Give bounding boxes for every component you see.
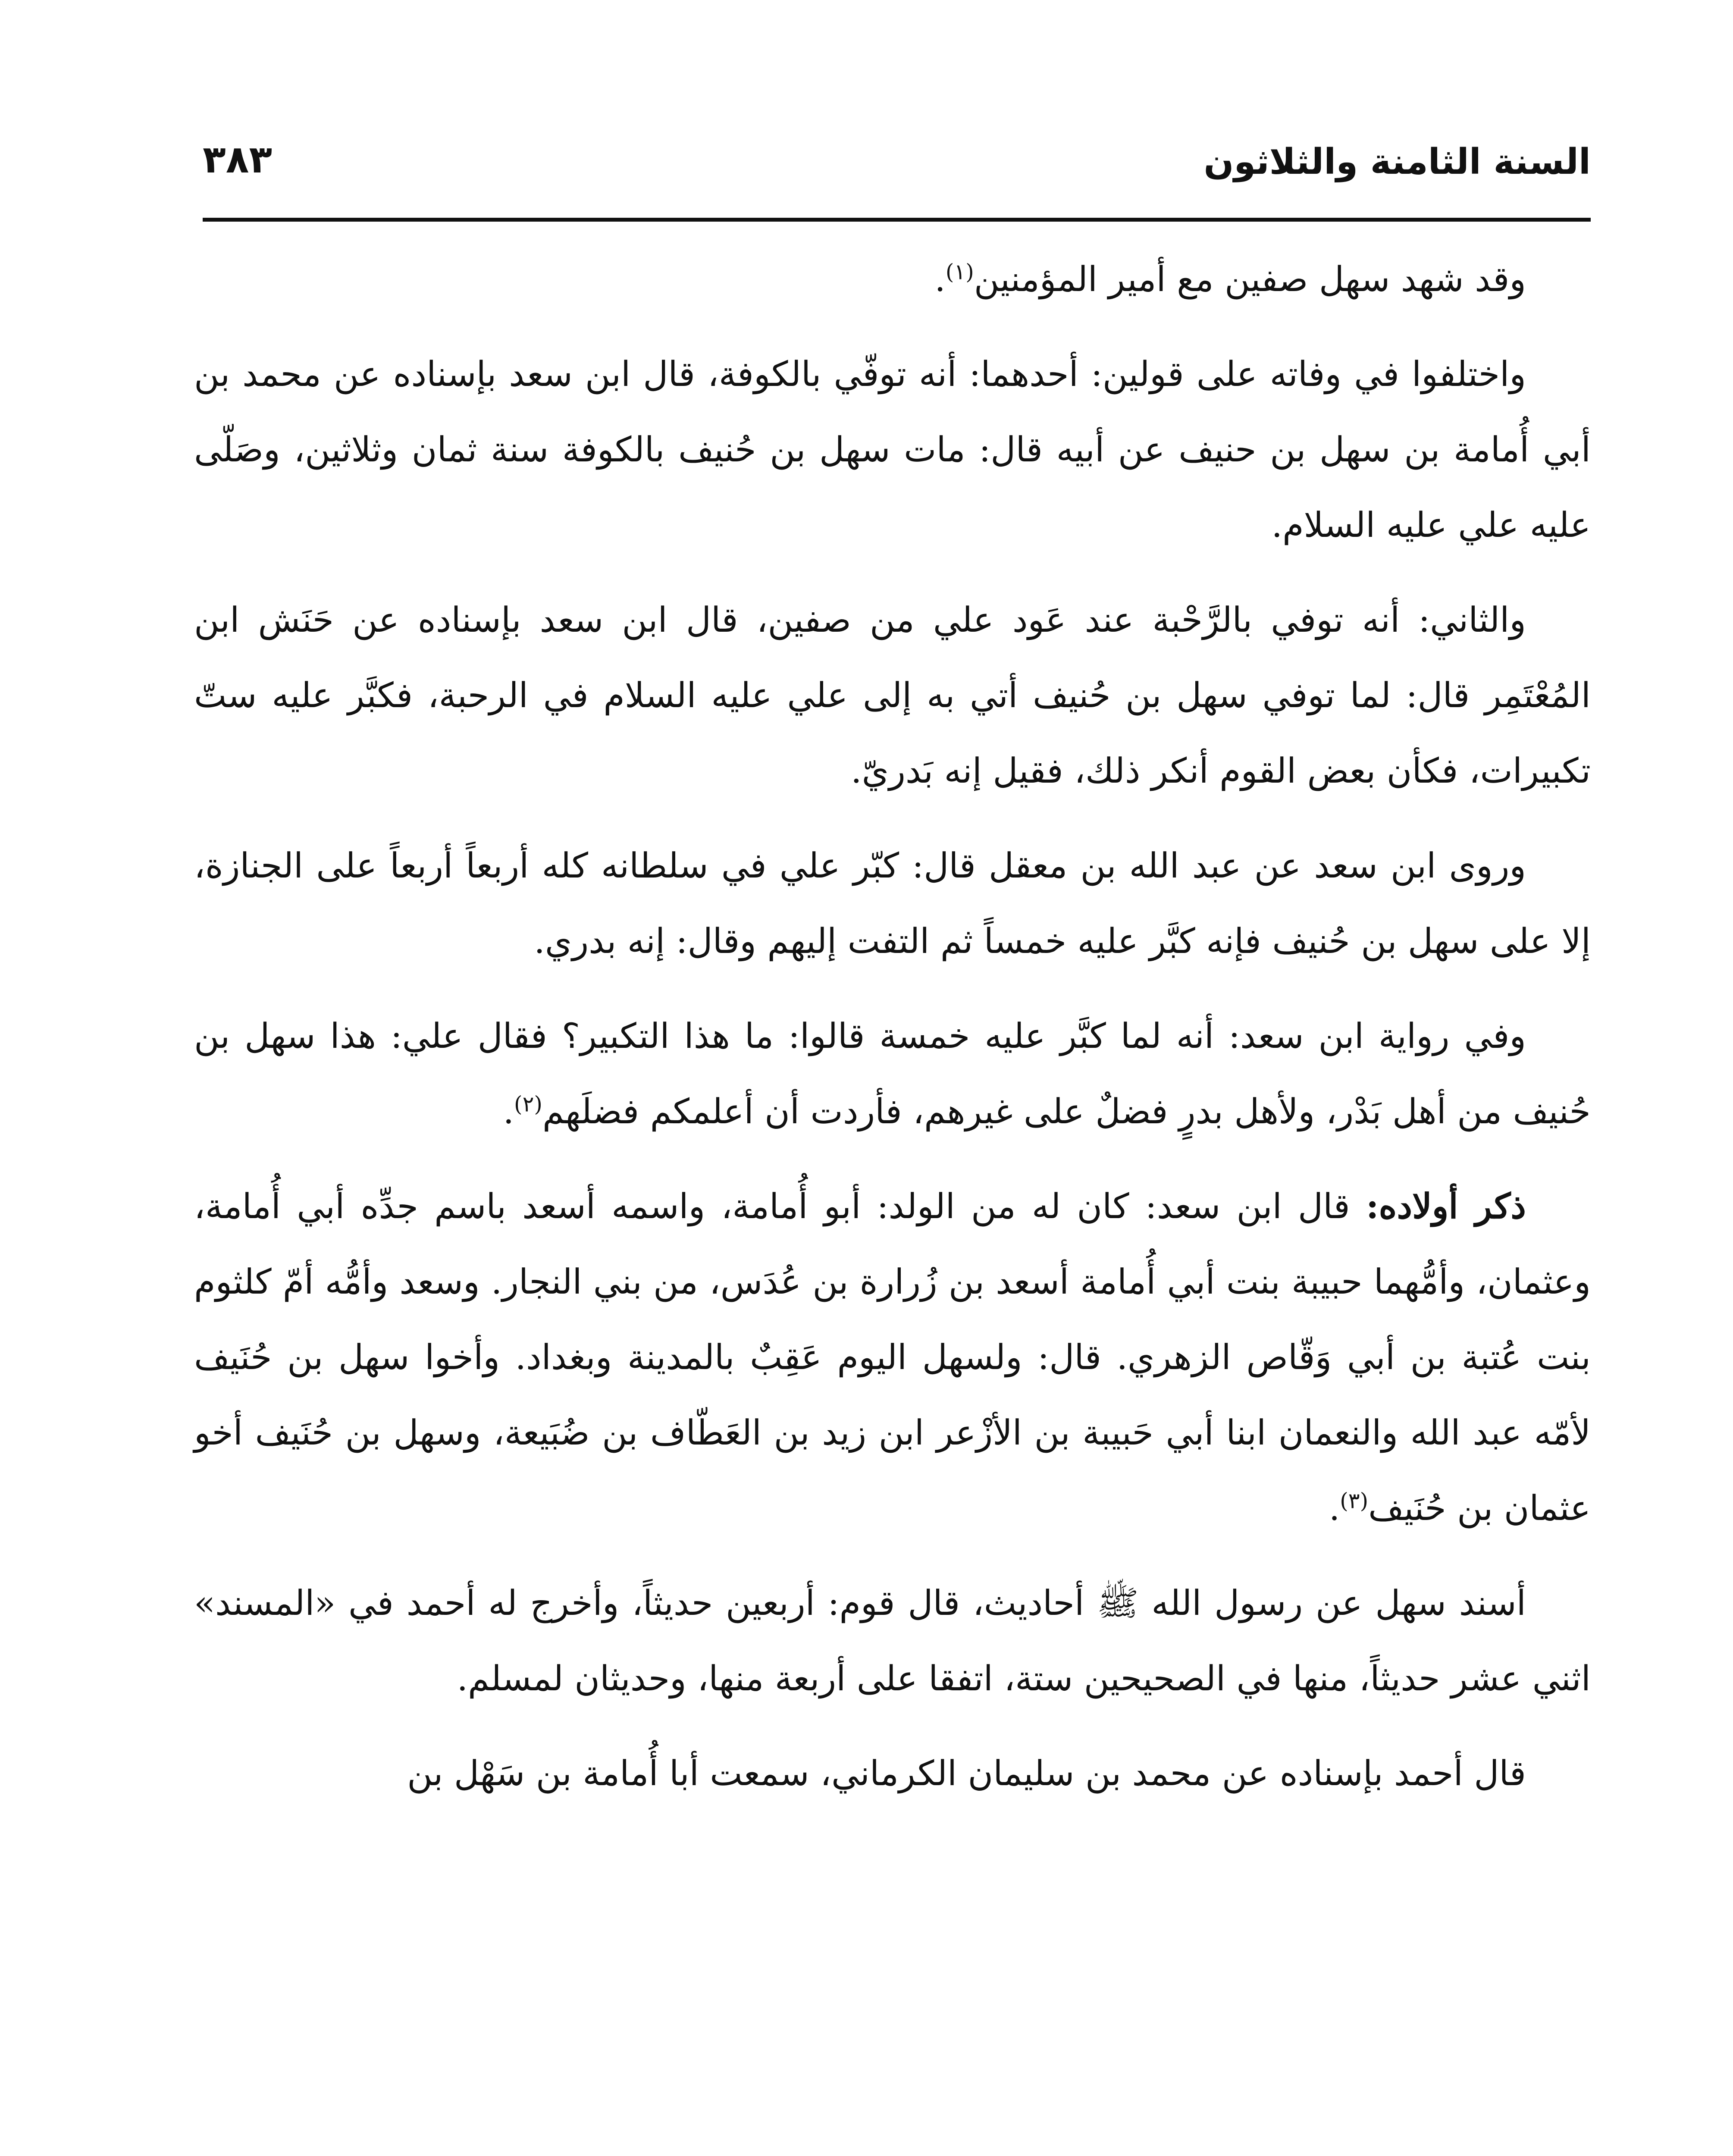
paragraph [194,1565,1591,1716]
paragraph [194,241,1591,317]
paragraph-text: وفي رواية ابن سعد: أنه لما كبَّر عليه خمسة قالوا: ما هذا التكبير؟ فقال علي: هذا سهل بن حُنيف من أهل بَدْر، ولأهل بدرٍ فضلٌ على غيرهم، فأردت أن أعلمكم فضلَهم [194,1016,1591,1131]
running-title: السنة الثامنة والثلاثون [1203,141,1591,182]
paragraph [194,998,1591,1149]
paragraph-text: وقد شهد سهل صفين مع أمير المؤمنين [974,259,1526,299]
paragraph [194,1736,1591,1811]
footnote-ref: (٢) [514,1091,542,1117]
paragraph-tail: . [1329,1488,1340,1528]
paragraph-text: وروى ابن سعد عن عبد الله بن معقل قال: كبّر علي في سلطانه كله أربعاً أربعاً على الجنازة، إلا على سهل بن حُنيف فإنه كبَّر عليه خمساً ثم التفت إليهم وقال: إنه بدري. [194,846,1591,961]
paragraph-text: قال أحمد بإسناده عن محمد بن سليمان الكرماني، سمعت أبا أُمامة بن سَهْل بن [407,1753,1526,1793]
paragraph-text: أسند سهل عن رسول الله ﷺ أحاديث، قال قوم: أربعين حديثاً، وأخرج له أحمد في «المسند» اثني عشر حديثاً، منها في الصحيحين ستة، اتفقا على أربعة منها، وحديثان لمسلم. [194,1583,1591,1698]
paragraph [194,828,1591,979]
section-heading: ذكر أولاده: [1366,1186,1526,1226]
paragraph-text: واختلفوا في وفاته على قولين: أحدهما: أنه توفّي بالكوفة، قال ابن سعد بإسناده عن محمد بن أبي أُمامة بن سهل بن حنيف عن أبيه قال: مات سهل بن حُنيف بالكوفة سنة ثمان وثلاثين، وصَلّى عليه علي عليه السلام. [194,354,1591,545]
paragraph-tail: . [934,259,946,299]
page-header [203,129,1591,194]
footnote-ref: (٣) [1340,1488,1369,1514]
paragraph [194,582,1591,808]
page-number: ٣٨٣ [203,137,273,182]
paragraph [194,336,1591,563]
paragraph-text: قال ابن سعد: كان له من الولد: أبو أُمامة، واسمه أسعد باسم جدِّه أبي أُمامة، وعثمان، وأمُّهما حبيبة بنت أبي أُمامة أسعد بن زُرارة بن عُدَس، من بني النجار. وسعد وأمُّه أمّ كلثوم بنت عُتبة بن أبي وَقّاص الزهري. قال: ولسهل اليوم عَقِبٌ بالمدينة وبغداد. وأخوا سهل بن حُنَيف لأمّه عبد الله والنعمان ابنا أبي حَبيبة بن الأزْعر ابن زيد بن العَطّاف بن ضُبَيعة، وسهل بن حُنَيف أخو عثمان بن حُنَيف [194,1186,1591,1528]
header-divider [203,218,1591,222]
main-text [194,241,1591,1830]
paragraph-text: والثاني: أنه توفي بالرَّحْبة عند عَود علي من صفين، قال ابن سعد بإسناده عن حَنَش ابن المُعْتَمِر قال: لما توفي سهل بن حُنيف أتي به إلى علي عليه السلام في الرحبة، فكبَّر عليه ستّ تكبيرات، فكأن بعض القوم أنكر ذلك، فقيل إنه بَدريّ. [194,600,1591,791]
paragraph-tail: . [503,1091,514,1131]
footnote-ref: (١) [945,259,974,285]
paragraph [194,1169,1591,1546]
